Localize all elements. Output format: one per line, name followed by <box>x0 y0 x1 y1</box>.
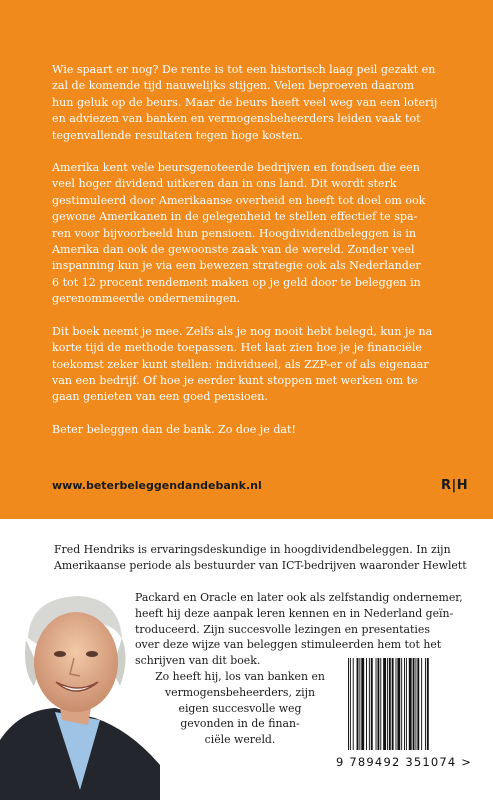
barcode-bar <box>396 658 397 750</box>
barcode-bar <box>376 658 377 750</box>
barcode-bar <box>348 658 349 750</box>
blurb-tagline: Beter beleggen dan de bank. Zo doe je dat! <box>52 422 296 436</box>
barcode-bar <box>380 658 381 750</box>
barcode-bar <box>366 658 367 750</box>
barcode <box>340 652 483 772</box>
barcode-bar <box>359 658 360 750</box>
barcode-bar <box>353 658 354 750</box>
author-bio-middle: Packard en Oracle en later ook als zelfstandig ondernemer, heeft hij deze aanpak leren kennen en in Nederland geïn- troduceerd. Zijn succesvolle lezingen en presentaties over deze wijze van beleggen stimuleerden hem tot het schrijven van dit boek. <box>135 591 463 668</box>
barcode-bar <box>361 658 364 750</box>
blurb-paragraph-3: Dit boek neemt je mee. Zelfs als je nog nooit hebt belegd, kun je na korte tijd de methode toepassen. Het laat zien hoe je je financiële toekomst zeker kunt stellen: individueel, als ZZP-er of als eigenaar van een bedrijf. Of hoe je eerder kunt stoppen met werken om te gaan genieten van een goed pensioen. <box>52 324 433 404</box>
barcode-bar <box>415 658 416 750</box>
barcode-bar <box>406 658 407 750</box>
publisher-logo: R|H <box>441 478 469 493</box>
barcode-bar <box>387 658 388 750</box>
author-bio-intro: Fred Hendriks is ervaringsdeskundige in hoogdividendbeleggen. In zijn Amerikaanse periode als bestuurder van ICT-bedrijven waaronder Hewlett <box>54 543 467 572</box>
barcode-bar <box>404 658 405 750</box>
barcode-bar <box>392 658 394 750</box>
barcode-bar <box>413 658 415 750</box>
website-url: www.beterbeleggendandebank.nl <box>52 479 262 492</box>
author-bio-closing: Zo heeft hij, los van banken en vermogensbeheerders, zijn eigen succesvolle weg gevonden in de finan- ciële wereld. <box>155 670 325 747</box>
barcode-bars <box>348 658 468 750</box>
barcode-bar <box>397 658 400 750</box>
barcode-bar <box>350 658 351 750</box>
barcode-bar <box>417 658 419 750</box>
barcode-bar <box>357 658 359 750</box>
barcode-bar <box>383 658 386 750</box>
blurb-paragraph-2: Amerika kent vele beursgenoteerde bedrijven en fondsen die een veel hoger dividend uitkeren dan in ons land. Dit wordt sterk gestimuleerd door Amerikaanse overheid en heeft tot doel om ook gewone Amerikanen in de gelegenheid te stellen effectief te spa- ren voor bijvoorbeeld hun pensioen. Hoogdividendbeleggen is in Amerika dan ook de gewoonste zaak van de wereld. Zonder veel inspanning kun je via een bewezen strategie ook als Nederlander 6 tot 12 procent rendement maken op je geld door te beleggen in gerenommeerde ondernemingen. <box>52 161 426 306</box>
barcode-bar <box>377 658 379 750</box>
barcode-bar <box>409 658 412 750</box>
barcode-bar <box>421 658 422 750</box>
barcode-bar <box>401 658 402 750</box>
barcode-bar <box>427 658 429 750</box>
author-portrait <box>0 590 160 800</box>
isbn-number: 9 789492 351074 > <box>336 755 473 769</box>
barcode-bar <box>425 658 426 750</box>
barcode-bar <box>371 658 373 750</box>
blurb-paragraph-1: Wie spaart er nog? De rente is tot een historisch laag peil gezakt en zal de komende tijd nauwelijks stijgen. Velen beproeven daarom hun geluk op de beurs. Maar de beurs heeft veel weg van een loterij en adviezen van banken en vermogensbeheerders leiden vaak tot tegenvallende resultaten tegen hoge kosten. <box>52 63 438 142</box>
barcode-bar <box>389 658 391 750</box>
blurb-text <box>52 62 452 454</box>
barcode-bar <box>369 658 370 750</box>
